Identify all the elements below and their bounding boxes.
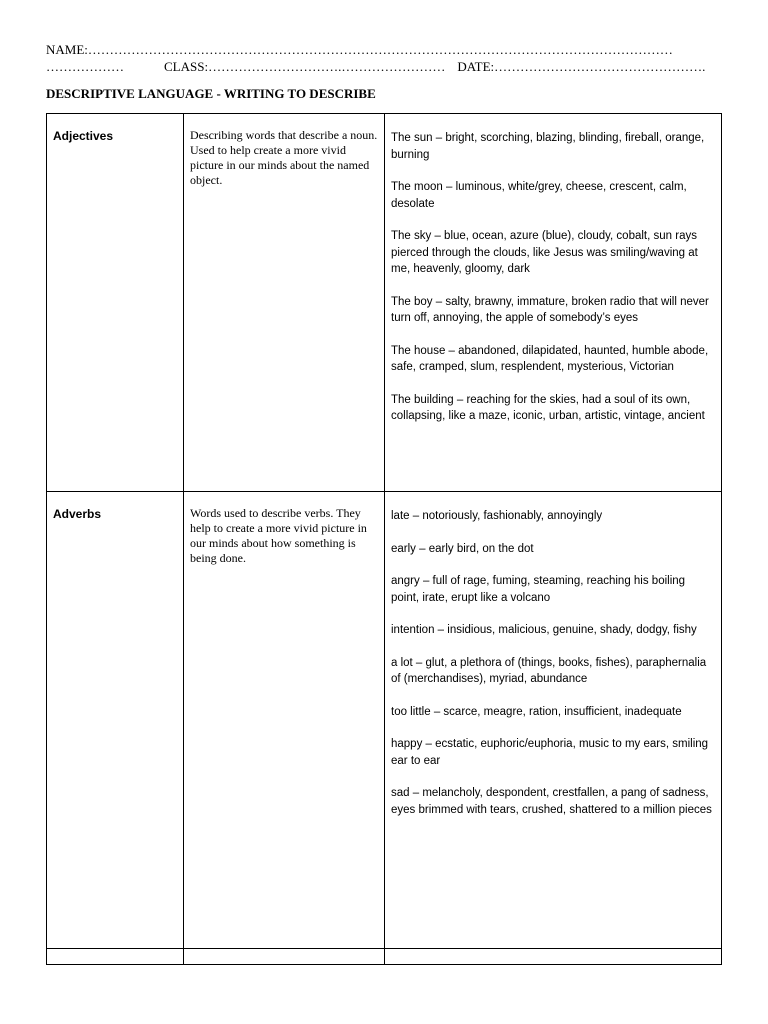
example-item: The boy – salty, brawny, immature, broken radio that will never turn off, annoying, the apple of somebody’s eyes <box>391 295 709 324</box>
example-item: The moon – luminous, white/grey, cheese, crescent, calm, desolate <box>391 181 687 210</box>
descriptive-language-table <box>46 113 722 965</box>
table-row <box>47 492 722 949</box>
examples-cell <box>385 492 722 949</box>
definition-text: Words used to describe verbs. They help to create a more vivid picture in our minds about how something is being done. <box>190 506 367 565</box>
example-item: happy – ecstatic, euphoric/euphoria, music to my ears, smiling ear to ear <box>391 738 709 767</box>
examples-cell <box>385 114 722 492</box>
term-cell <box>47 114 184 492</box>
example-item: The building – reaching for the skies, had a soul of its own, collapsing, like a maze, iconic, urban, artistic, vintage, ancient <box>391 393 705 422</box>
example-item: The sun – bright, scorching, blazing, blinding, fireball, orange, burning <box>391 132 705 161</box>
example-item: The house – abandoned, dilapidated, haunted, humble abode, safe, cramped, slum, resplendent, mysterious, Victorian <box>391 344 709 373</box>
examples-list <box>385 114 721 425</box>
empty-cell <box>47 949 184 965</box>
empty-cell <box>385 949 722 965</box>
worksheet-title: DESCRIPTIVE LANGUAGE - WRITING TO DESCRIBE <box>46 86 376 101</box>
date-field[interactable]: DATE:…………………………………………. <box>457 59 706 74</box>
examples-list <box>385 492 721 818</box>
example-item: intention – insidious, malicious, genuine, shady, dodgy, fishy <box>391 624 697 636</box>
definition-text: Describing words that describe a noun. Used to help create a more vivid picture in our minds about the named object. <box>190 128 378 187</box>
class-field[interactable]: CLASS:………………………….…………………… <box>164 59 446 74</box>
example-item: sad – melancholy, despondent, crestfallen, a pang of sadness, eyes brimmed with tears, crushed, shattered to a million pieces <box>391 787 712 816</box>
example-item: too little – scarce, meagre, ration, insufficient, inadequate <box>391 705 682 718</box>
name-field-text: NAME:……………………………………………………………………………………………………………………… <box>46 42 673 57</box>
empty-table-row <box>47 949 722 965</box>
term-cell <box>47 492 184 949</box>
example-item: angry – full of rage, fuming, steaming, reaching his boiling point, irate, erupt like a volcano <box>391 575 686 604</box>
term-label: Adverbs <box>53 507 102 521</box>
table-row <box>47 114 722 492</box>
definition-cell <box>184 114 385 492</box>
dots-prefix: ……………… <box>46 59 124 74</box>
example-item: late – notoriously, fashionably, annoyingly <box>391 510 603 522</box>
name-field[interactable] <box>46 42 673 58</box>
class-date-line <box>46 59 705 75</box>
example-item: The sky – blue, ocean, azure (blue), cloudy, cobalt, sun rays pierced through the clouds, like Jesus was smiling/waving at me, heavenly, gloomy, dark <box>391 230 698 275</box>
empty-cell <box>184 949 385 965</box>
example-item: early – early bird, on the dot <box>391 542 534 555</box>
definition-cell <box>184 492 385 949</box>
term-label: Adjectives <box>53 129 114 143</box>
example-item: a lot – glut, a plethora of (things, books, fishes), paraphernalia of (merchandises), myriad, abundance <box>391 656 707 685</box>
